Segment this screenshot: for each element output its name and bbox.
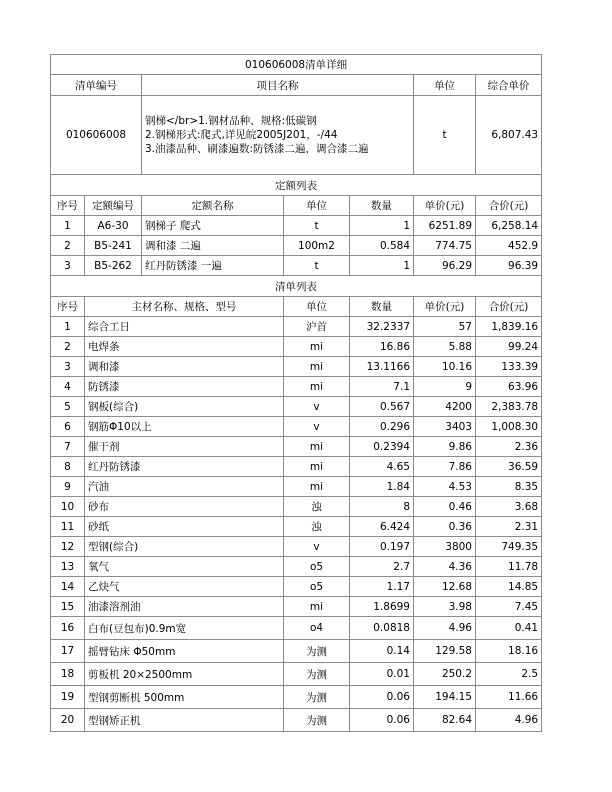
material-unit-price: 10.16	[414, 357, 476, 377]
quota-seq: 1	[51, 216, 85, 236]
header-code: 清单编号	[51, 75, 142, 96]
material-total: 3.68	[476, 497, 542, 517]
header-price: 综合单价	[476, 75, 542, 96]
material-total: 2,383.78	[476, 397, 542, 417]
material-unit-price: 250.2	[414, 663, 476, 686]
material-name: 型钢矫正机	[85, 709, 284, 732]
material-unit-price: 4.96	[414, 617, 476, 640]
material-total: 36.59	[476, 457, 542, 477]
material-unit-price: 82.64	[414, 709, 476, 732]
material-total: 63.96	[476, 377, 542, 397]
material-name: 综合工日	[85, 317, 284, 337]
material-seq: 4	[51, 377, 85, 397]
quota-total: 6,258.14	[476, 216, 542, 236]
material-unit: 沪首	[284, 317, 350, 337]
material-unit-price: 0.36	[414, 517, 476, 537]
quota-qty: 0.584	[350, 236, 414, 256]
material-row	[51, 317, 542, 337]
material-row	[51, 377, 542, 397]
item-unit: t	[414, 96, 476, 175]
quota-row	[51, 256, 542, 276]
material-unit-price: 3403	[414, 417, 476, 437]
material-row	[51, 709, 542, 732]
quota-seq: 2	[51, 236, 85, 256]
material-qty: 0.14	[350, 640, 414, 663]
material-row	[51, 337, 542, 357]
material-unit: v	[284, 537, 350, 557]
material-seq: 8	[51, 457, 85, 477]
quota-code: A6-30	[85, 216, 142, 236]
material-unit: mi	[284, 357, 350, 377]
material-row	[51, 577, 542, 597]
quota-seq: 3	[51, 256, 85, 276]
material-total: 4.96	[476, 709, 542, 732]
material-qty: 0.197	[350, 537, 414, 557]
material-total: 1,839.16	[476, 317, 542, 337]
material-qty: 2.7	[350, 557, 414, 577]
material-row	[51, 437, 542, 457]
item-desc-line: 2.钢梯形式:爬式,详见皖2005J201，-/44	[145, 129, 338, 141]
material-name: 砂布	[85, 497, 284, 517]
material-row	[51, 417, 542, 437]
material-name: 氧气	[85, 557, 284, 577]
material-unit-price: 12.68	[414, 577, 476, 597]
material-unit: mi	[284, 597, 350, 617]
material-qty: 0.01	[350, 663, 414, 686]
material-seq: 2	[51, 337, 85, 357]
material-name: 调和漆	[85, 357, 284, 377]
quota-unit: t	[284, 256, 350, 276]
quota-section-title: 定额列表	[51, 175, 542, 196]
material-seq: 5	[51, 397, 85, 417]
item-desc-line: 钢梯</br>1.钢材品种、规格:低碳钢	[145, 115, 317, 127]
material-qty: 0.0818	[350, 617, 414, 640]
quota-header-cell: 合价(元)	[476, 196, 542, 216]
material-total: 749.35	[476, 537, 542, 557]
material-unit-price: 0.46	[414, 497, 476, 517]
material-qty: 1.8699	[350, 597, 414, 617]
material-seq: 14	[51, 577, 85, 597]
material-seq: 11	[51, 517, 85, 537]
quota-header-cell: 定额编号	[85, 196, 142, 216]
material-header-cell: 数量	[350, 297, 414, 317]
quota-unit: t	[284, 216, 350, 236]
material-seq: 7	[51, 437, 85, 457]
material-unit: 为测	[284, 709, 350, 732]
material-unit-price: 4.53	[414, 477, 476, 497]
material-name: 催干剂	[85, 437, 284, 457]
material-unit: mi	[284, 377, 350, 397]
material-unit-price: 4.36	[414, 557, 476, 577]
item-price: 6,807.43	[476, 96, 542, 175]
material-name: 钢板(综合)	[85, 397, 284, 417]
material-unit: 浊	[284, 517, 350, 537]
material-total: 7.45	[476, 597, 542, 617]
material-seq: 17	[51, 640, 85, 663]
material-qty: 4.65	[350, 457, 414, 477]
quota-header-cell: 单位	[284, 196, 350, 216]
material-row	[51, 640, 542, 663]
material-row	[51, 597, 542, 617]
material-unit: 为测	[284, 640, 350, 663]
quota-unit: 100m2	[284, 236, 350, 256]
material-seq: 10	[51, 497, 85, 517]
item-description	[142, 96, 414, 175]
material-total: 2.31	[476, 517, 542, 537]
material-header-row	[51, 297, 542, 317]
bill-detail-table	[50, 54, 542, 732]
material-header-cell: 主材名称、规格、型号	[85, 297, 284, 317]
material-qty: 0.296	[350, 417, 414, 437]
material-name: 砂纸	[85, 517, 284, 537]
material-name: 汽油	[85, 477, 284, 497]
quota-unit-price: 96.29	[414, 256, 476, 276]
material-total: 99.24	[476, 337, 542, 357]
quota-unit-price: 774.75	[414, 236, 476, 256]
material-seq: 18	[51, 663, 85, 686]
material-seq: 12	[51, 537, 85, 557]
material-total: 8.35	[476, 477, 542, 497]
material-unit-price: 9	[414, 377, 476, 397]
material-total: 18.16	[476, 640, 542, 663]
material-total: 11.78	[476, 557, 542, 577]
material-seq: 15	[51, 597, 85, 617]
material-name: 防锈漆	[85, 377, 284, 397]
material-name: 剪板机 20×2500mm	[85, 663, 284, 686]
material-header-cell: 单价(元)	[414, 297, 476, 317]
quota-row	[51, 216, 542, 236]
material-qty: 13.1166	[350, 357, 414, 377]
quota-header-cell: 单价(元)	[414, 196, 476, 216]
material-row	[51, 517, 542, 537]
material-total: 2.5	[476, 663, 542, 686]
material-seq: 20	[51, 709, 85, 732]
quota-name: 钢梯子 爬式	[142, 216, 284, 236]
material-row	[51, 497, 542, 517]
material-name: 电焊条	[85, 337, 284, 357]
material-unit: mi	[284, 437, 350, 457]
material-unit-price: 3800	[414, 537, 476, 557]
material-unit-price: 7.86	[414, 457, 476, 477]
material-unit-price: 5.88	[414, 337, 476, 357]
material-row	[51, 557, 542, 577]
header-name: 项目名称	[142, 75, 414, 96]
quota-total: 452.9	[476, 236, 542, 256]
material-seq: 9	[51, 477, 85, 497]
material-name: 钢筋Φ10以上	[85, 417, 284, 437]
material-name: 乙炔气	[85, 577, 284, 597]
quota-header-row	[51, 196, 542, 216]
quota-unit-price: 6251.89	[414, 216, 476, 236]
header-unit: 单位	[414, 75, 476, 96]
material-total: 14.85	[476, 577, 542, 597]
quota-name: 调和漆 二遍	[142, 236, 284, 256]
material-qty: 0.567	[350, 397, 414, 417]
material-name: 红丹防锈漆	[85, 457, 284, 477]
material-unit-price: 57	[414, 317, 476, 337]
material-unit: 为测	[284, 686, 350, 709]
material-unit: 浊	[284, 497, 350, 517]
material-row	[51, 537, 542, 557]
quota-qty: 1	[350, 256, 414, 276]
material-name: 摇臂钻床 Φ50mm	[85, 640, 284, 663]
material-qty: 0.06	[350, 709, 414, 732]
material-header-cell: 序号	[51, 297, 85, 317]
material-row	[51, 457, 542, 477]
material-total: 1,008.30	[476, 417, 542, 437]
material-seq: 13	[51, 557, 85, 577]
material-seq: 3	[51, 357, 85, 377]
material-unit-price: 4200	[414, 397, 476, 417]
material-name: 白布(豆包布)0.9m宽	[85, 617, 284, 640]
material-qty: 6.424	[350, 517, 414, 537]
quota-header-cell: 定额名称	[142, 196, 284, 216]
quota-name: 红丹防锈漆 一遍	[142, 256, 284, 276]
material-qty: 16.86	[350, 337, 414, 357]
material-unit-price: 129.58	[414, 640, 476, 663]
material-total: 11.66	[476, 686, 542, 709]
material-row	[51, 357, 542, 377]
material-qty: 32.2337	[350, 317, 414, 337]
material-total: 0.41	[476, 617, 542, 640]
material-seq: 16	[51, 617, 85, 640]
material-row	[51, 397, 542, 417]
material-qty: 0.2394	[350, 437, 414, 457]
material-section-title: 清单列表	[51, 276, 542, 297]
material-total: 133.39	[476, 357, 542, 377]
material-qty: 1.84	[350, 477, 414, 497]
quota-qty: 1	[350, 216, 414, 236]
material-row	[51, 477, 542, 497]
material-name: 型钢剪断机 500mm	[85, 686, 284, 709]
material-unit: 为测	[284, 663, 350, 686]
material-seq: 19	[51, 686, 85, 709]
material-row	[51, 617, 542, 640]
material-unit: o4	[284, 617, 350, 640]
material-unit-price: 194.15	[414, 686, 476, 709]
material-seq: 6	[51, 417, 85, 437]
material-qty: 1.17	[350, 577, 414, 597]
material-unit: mi	[284, 337, 350, 357]
material-unit-price: 9.86	[414, 437, 476, 457]
material-header-cell: 合价(元)	[476, 297, 542, 317]
page-title: 010606008清单详细	[51, 55, 542, 75]
quota-code: B5-262	[85, 256, 142, 276]
material-unit: v	[284, 417, 350, 437]
material-total: 2.36	[476, 437, 542, 457]
material-unit: mi	[284, 457, 350, 477]
material-name: 油漆溶剂油	[85, 597, 284, 617]
material-unit: mi	[284, 477, 350, 497]
material-row	[51, 663, 542, 686]
material-row	[51, 686, 542, 709]
quota-total: 96.39	[476, 256, 542, 276]
material-unit-price: 3.98	[414, 597, 476, 617]
material-qty: 8	[350, 497, 414, 517]
quota-row	[51, 236, 542, 256]
material-name: 型钢(综合)	[85, 537, 284, 557]
material-unit: o5	[284, 557, 350, 577]
material-seq: 1	[51, 317, 85, 337]
item-code: 010606008	[51, 96, 142, 175]
item-desc-line: 3.油漆品种、刷漆遍数:防锈漆二遍，调合漆二遍	[145, 143, 369, 155]
material-header-cell: 单位	[284, 297, 350, 317]
material-qty: 7.1	[350, 377, 414, 397]
material-qty: 0.06	[350, 686, 414, 709]
quota-header-cell: 序号	[51, 196, 85, 216]
quota-header-cell: 数量	[350, 196, 414, 216]
material-unit: v	[284, 397, 350, 417]
material-unit: o5	[284, 577, 350, 597]
quota-code: B5-241	[85, 236, 142, 256]
